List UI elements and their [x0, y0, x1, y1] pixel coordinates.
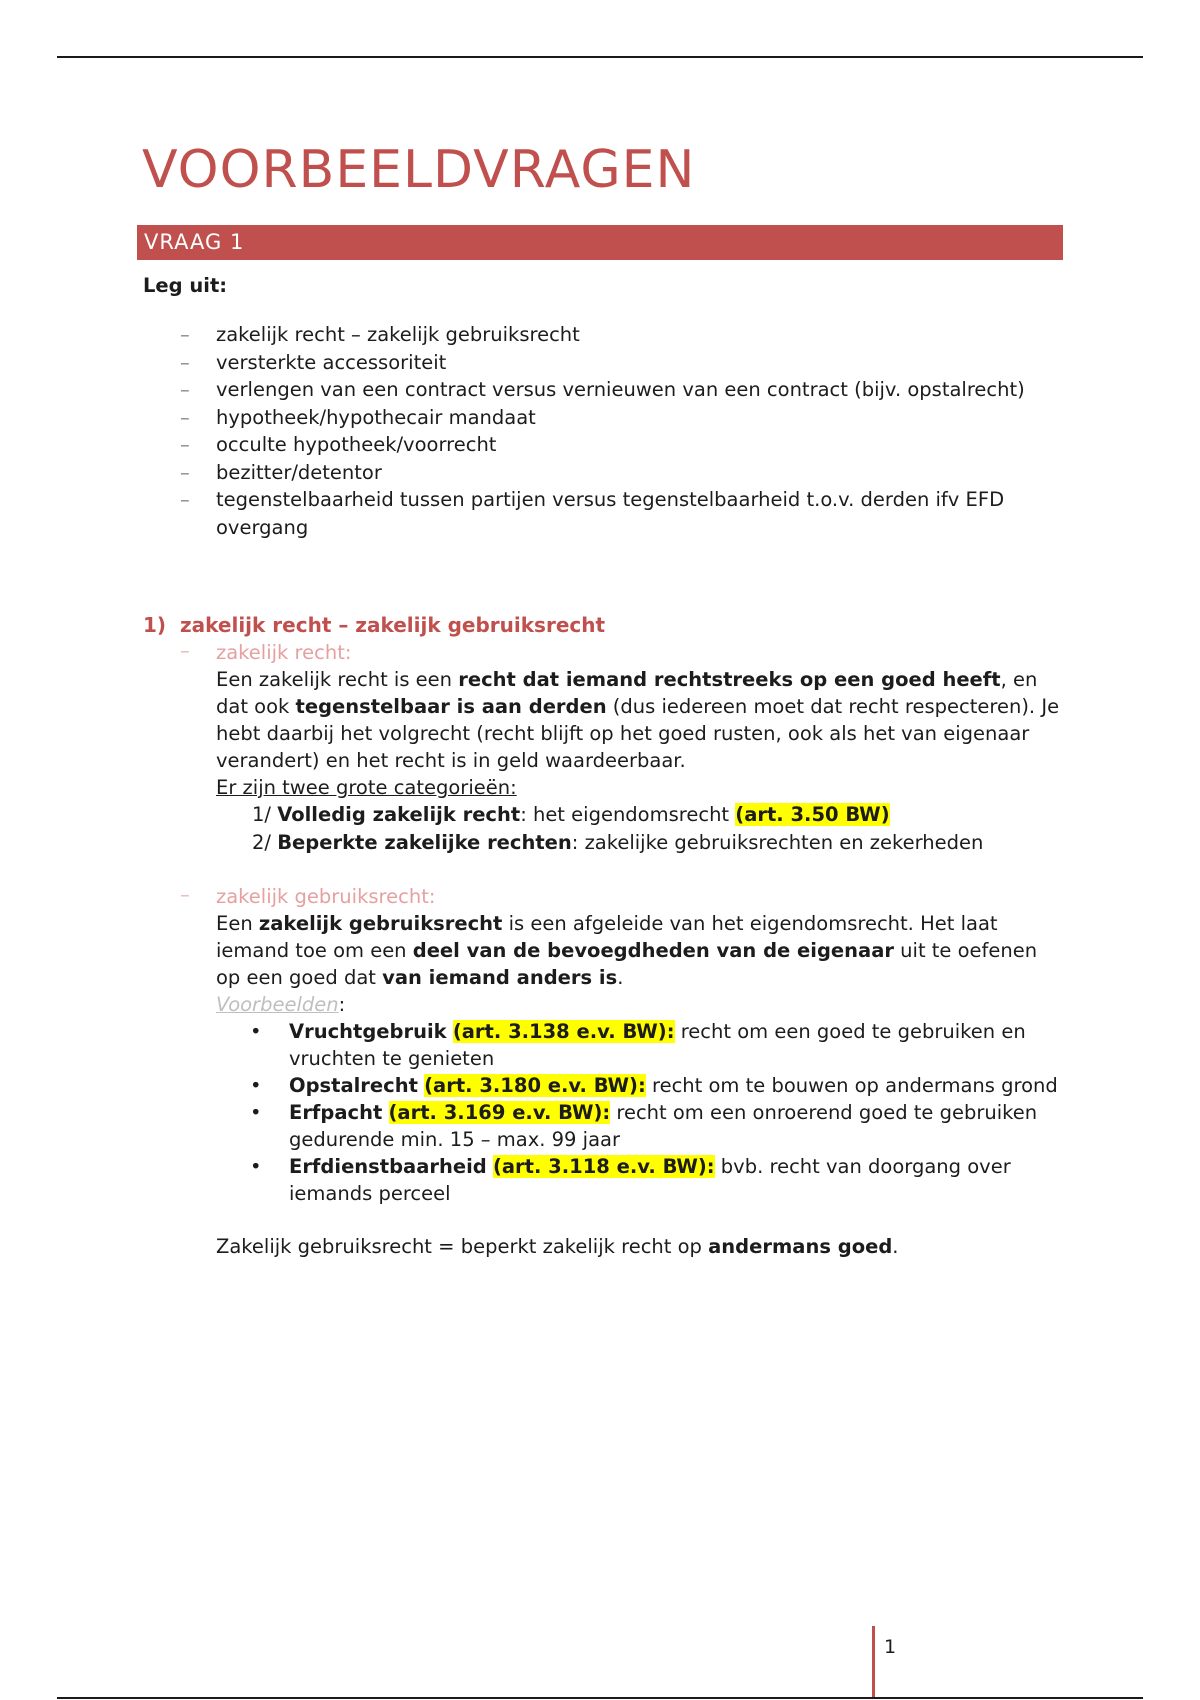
section-heading [143, 611, 1063, 639]
subsection-label: zakelijk recht: [216, 641, 352, 664]
definition-paragraph: Een zakelijk gebruiksrecht is een afgeleide van het eigendomsrecht. Het laat iemand toe om een deel van de bevoegdheden van de eigenaar uit te oefenen op een goed dat van iemand anders is. [216, 912, 1038, 989]
bullet-icon: • [250, 1074, 262, 1097]
page-number: 1 [884, 1636, 897, 1658]
definition-paragraph: Een zakelijk recht is een recht dat iemand rechtstreeks op een goed heeft, en dat ook tegenstelbaar is aan derden (dus iedereen moet dat recht respecteren). Je hebt daarbij het volgrecht (recht blijft op het goed rusten, ook als het van eigenaar verandert) en het recht is in geld waardeerbaar. [216, 668, 1060, 772]
question-banner: VRAAG 1 [137, 225, 1063, 260]
list-item: – hypotheek/hypothecair mandaat [180, 404, 1080, 432]
subsection-zakelijk-gebruiksrecht [143, 883, 1063, 1260]
dash-bullet-icon: – [180, 639, 190, 662]
dash-bullet-icon: – [180, 460, 190, 484]
examples-label: Voorbeelden: [216, 993, 346, 1016]
bullet-icon: • [250, 1101, 262, 1124]
list-item: – zakelijk recht – zakelijk gebruiksrecht [180, 321, 1080, 349]
dash-bullet-icon: – [180, 378, 190, 401]
article-highlight: (art. 3.50 BW) [735, 803, 890, 826]
document-title: VOORBEELDVRAGEN [142, 140, 696, 200]
list-item: – tegenstelbaarheid tussen partijen versus tegenstelbaarheid t.o.v. derden ifv EFD overgang [180, 488, 1005, 539]
article-highlight: (art. 3.180 e.v. BW): [424, 1074, 646, 1097]
list-item: • Vruchtgebruik (art. 3.138 e.v. BW): recht om een goed te gebruiken en vruchten te genieten [250, 1020, 1026, 1070]
question-intro: Leg uit: [143, 274, 228, 297]
footer-rule [57, 1697, 1143, 1699]
dash-bullet-icon: – [180, 323, 190, 346]
article-highlight: (art. 3.138 e.v. BW): [452, 1020, 675, 1043]
header-rule [57, 56, 1143, 58]
dash-bullet-icon: – [180, 883, 190, 906]
subsection-label: zakelijk gebruiksrecht: [216, 885, 436, 908]
article-highlight: (art. 3.169 e.v. BW): [388, 1101, 611, 1124]
answer-section-1 [143, 611, 1063, 1260]
summary-line: Zakelijk gebruiksrecht = beperkt zakelijk recht op andermans goed. [216, 1235, 899, 1258]
section-number: 1) [143, 613, 167, 637]
list-item: – occulte hypotheek/voorrecht [180, 431, 1080, 459]
question-list [180, 321, 1080, 541]
list-item: • Erfdienstbaarheid (art. 3.118 e.v. BW): bvb. recht van doorgang over iemands perceel [250, 1155, 1011, 1205]
list-item: – verlengen van een contract versus vernieuwen van een contract (bijv. opstalrecht) [180, 376, 1080, 404]
section-title: zakelijk recht – zakelijk gebruiksrecht [180, 613, 606, 637]
list-item: – versterkte accessoriteit [180, 349, 1080, 377]
bullet-icon: • [250, 1020, 262, 1043]
list-item: • Opstalrecht (art. 3.180 e.v. BW): recht om te bouwen op andermans grond [250, 1074, 1058, 1097]
article-highlight: (art. 3.118 e.v. BW): [492, 1155, 715, 1178]
categories-intro: Er zijn twee grote categorieën: [216, 776, 517, 799]
bullet-icon: • [250, 1155, 262, 1178]
dash-bullet-icon: – [180, 405, 190, 429]
dash-bullet-icon: – [180, 488, 190, 511]
examples-list [143, 1018, 1063, 1207]
dash-bullet-icon: – [180, 350, 190, 374]
list-item: • Erfpacht (art. 3.169 e.v. BW): recht om een onroerend goed te gebruiken gedurende min. 15 – max. 99 jaar [250, 1101, 1038, 1151]
category-item: 1/ Volledig zakelijk recht: het eigendomsrecht (art. 3.50 BW) [252, 803, 890, 826]
dash-bullet-icon: – [180, 433, 190, 456]
page-number-rule [872, 1626, 875, 1698]
list-item: – bezitter/detentor [180, 459, 1080, 487]
subsection-zakelijk-recht [143, 639, 1063, 857]
category-item: 2/ Beperkte zakelijke rechten: zakelijke gebruiksrechten en zekerheden [252, 831, 984, 854]
